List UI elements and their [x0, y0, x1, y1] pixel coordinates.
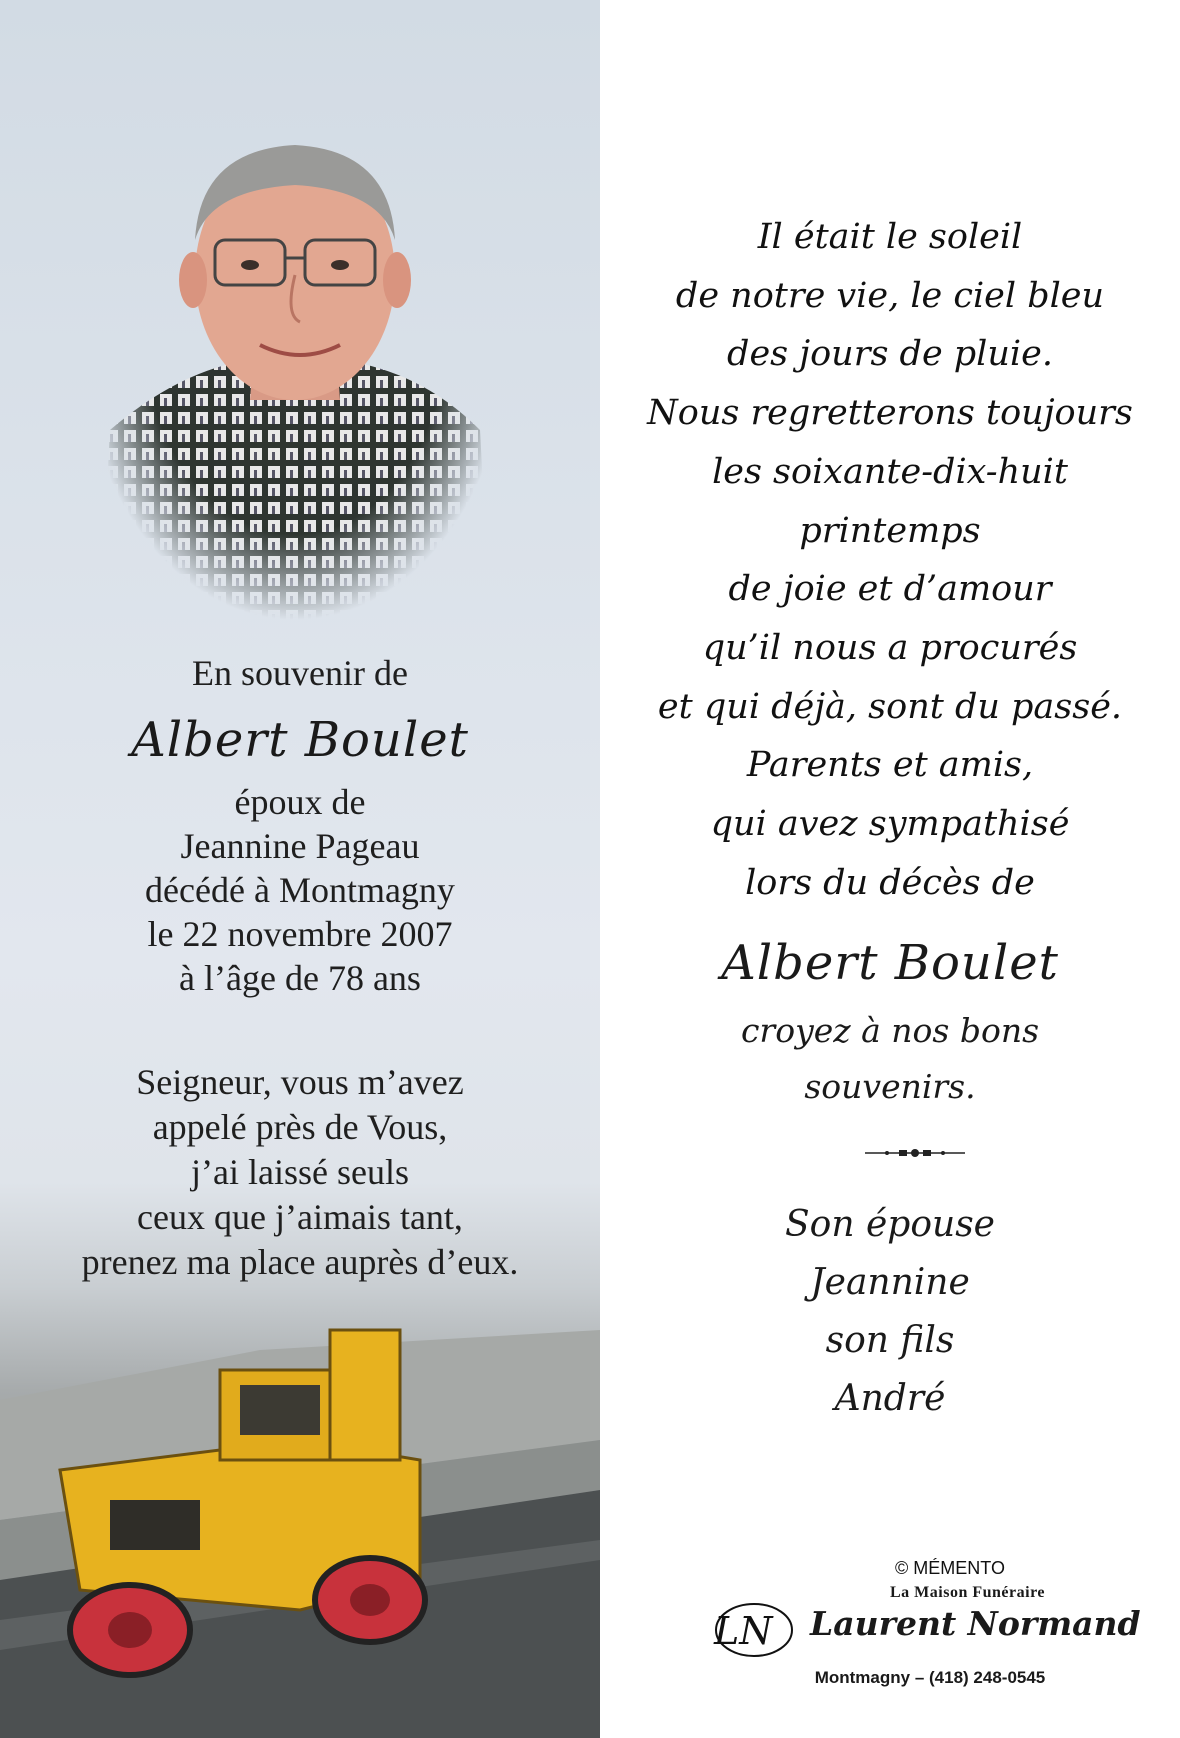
- closing-line: souvenirs.: [804, 1067, 976, 1106]
- prayer-line: prenez ma place auprès d’eux.: [81, 1242, 519, 1282]
- poem-line: Il était le soleil: [757, 217, 1023, 257]
- poem-line: Nous regretterons toujours: [647, 393, 1133, 434]
- road-roller-photo: [0, 1290, 600, 1738]
- deceased-name-repeat: Albert Boulet: [721, 935, 1059, 991]
- prayer-line: Seigneur, vous m’avez: [136, 1062, 464, 1102]
- family-line: son fils: [825, 1320, 955, 1361]
- closing-line: croyez à nos bons: [740, 1011, 1040, 1050]
- poem-line: lors du décès de: [745, 862, 1035, 903]
- poem-line: qu’il nous a procurés: [702, 627, 1078, 668]
- portrait-photo: [100, 100, 490, 620]
- deceased-name: Albert Boulet: [131, 712, 469, 768]
- ornament-divider: [865, 1146, 965, 1160]
- closing-block: [600, 1003, 1180, 1115]
- funeral-home-logo-icon: [692, 1594, 802, 1660]
- bio-spouse-label: époux de: [234, 782, 366, 822]
- memorial-card-right-panel: [600, 0, 1180, 1738]
- family-line: Jeannine: [810, 1262, 970, 1303]
- poem-line: des jours de pluie.: [727, 334, 1053, 375]
- memorial-intro: En souvenir de: [192, 653, 408, 693]
- copyright-notice: © MÉMENTO: [895, 1558, 1005, 1578]
- prayer-line: appelé près de Vous,: [152, 1107, 448, 1147]
- bio-death-date: le 22 novembre 2007: [147, 914, 453, 954]
- family-block: [600, 1196, 1180, 1428]
- bio-death-place: décédé à Montmagny: [145, 870, 455, 910]
- family-line: André: [834, 1378, 946, 1419]
- funeral-home-contact: Montmagny – (418) 248-0545: [814, 1668, 1046, 1687]
- poem-line: de joie et d’amour: [728, 569, 1052, 610]
- logo-monogram: LN: [714, 1609, 773, 1653]
- poem-line: les soixante-dix-huit: [712, 451, 1068, 492]
- bio-block: [0, 780, 600, 1000]
- prayer-line: ceux que j’aimais tant,: [137, 1197, 463, 1237]
- funeral-home-name: Laurent Normand: [810, 1604, 1141, 1643]
- funeral-home-subtitle: La Maison Funéraire: [890, 1584, 1045, 1601]
- poem-line: printemps: [799, 510, 981, 551]
- poem-line: de notre vie, le ciel bleu: [675, 275, 1105, 316]
- bio-age: à l’âge de 78 ans: [179, 958, 421, 998]
- poem-line: Parents et amis,: [746, 745, 1034, 786]
- prayer-block: [0, 1060, 600, 1285]
- poem-block: [600, 208, 1180, 912]
- family-line: Son épouse: [785, 1204, 995, 1245]
- poem-line: et qui déjà, sont du passé.: [657, 686, 1123, 727]
- prayer-line: j’ai laissé seuls: [191, 1152, 409, 1192]
- poem-line: qui avez sympathisé: [710, 804, 1070, 845]
- bio-spouse-name: Jeannine Pageau: [180, 826, 420, 866]
